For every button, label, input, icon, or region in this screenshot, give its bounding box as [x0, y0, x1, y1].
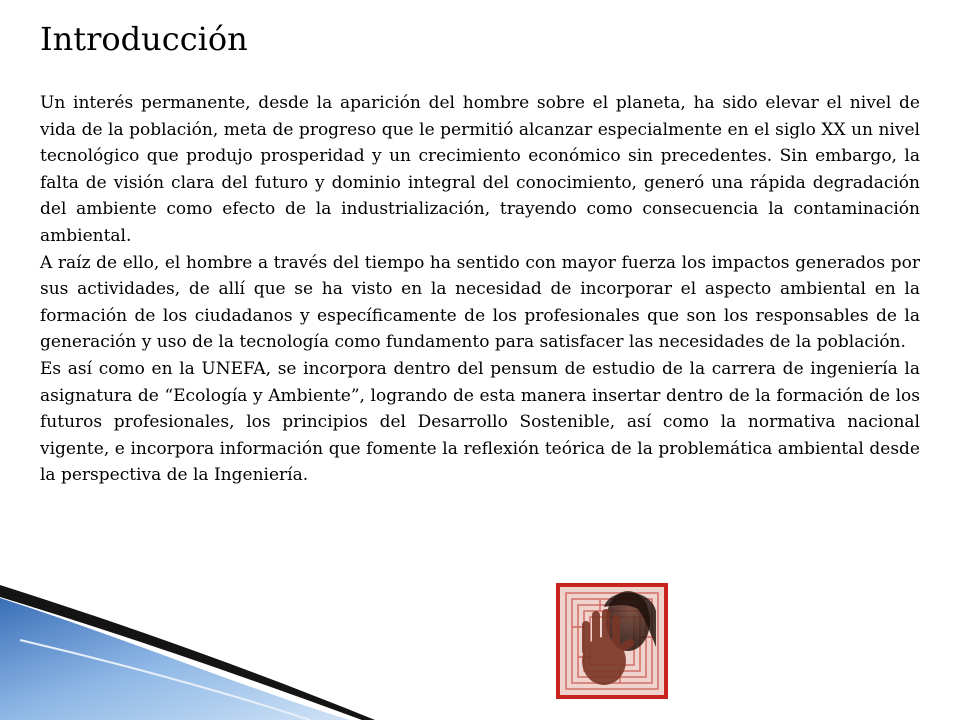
hand-maze-illustration: [560, 587, 664, 695]
light-swoosh-line: [20, 640, 310, 720]
body-text: [40, 90, 920, 489]
paragraph-2: A raíz de ello, el hombre a través del tiempo ha sentido con mayor fuerza los impactos generados por sus actividades, de allí que se ha visto en la necesidad de incorporar el aspecto ambiental en la formación de los ciudadanos y específicamente de los profesionales que son los responsables de la generación y uso de la tecnología como fundamento para satisfacer las necesidades de la población.: [40, 252, 920, 353]
blue-swoosh-shape: [0, 598, 350, 720]
slide-title: Introducción: [40, 20, 248, 58]
paragraph-1: Un interés permanente, desde la aparición del hombre sobre el planeta, ha sido elevar el nivel de vida de la población, meta de progreso que le permitió alcanzar especialmente en el siglo XX un nivel tecnológico que produjo prosperidad y un crecimiento económico sin precedentes. Sin embargo, la falta de visión clara del futuro y dominio integral del conocimiento, generó una rápida degradación del ambiente como efecto de la industrialización, trayendo como consecuencia la contaminación ambiental.: [40, 93, 920, 246]
photo-hand-stop: [556, 583, 668, 699]
paragraph-3: Es así como en la UNEFA, se incorpora dentro del pensum de estudio de la carrera de ingeniería la asignatura de “Ecología y Ambiente”, logrando de esta manera insertar dentro de la formación de los futuros profesionales, los principios del Desarrollo Sostenible, así como la normativa nacional vigente, e incorpora información que fomente la reflexión teórica de la problemática ambiental desde la perspectiva de la Ingeniería.: [40, 358, 920, 486]
dark-swoosh-line: [0, 585, 375, 720]
